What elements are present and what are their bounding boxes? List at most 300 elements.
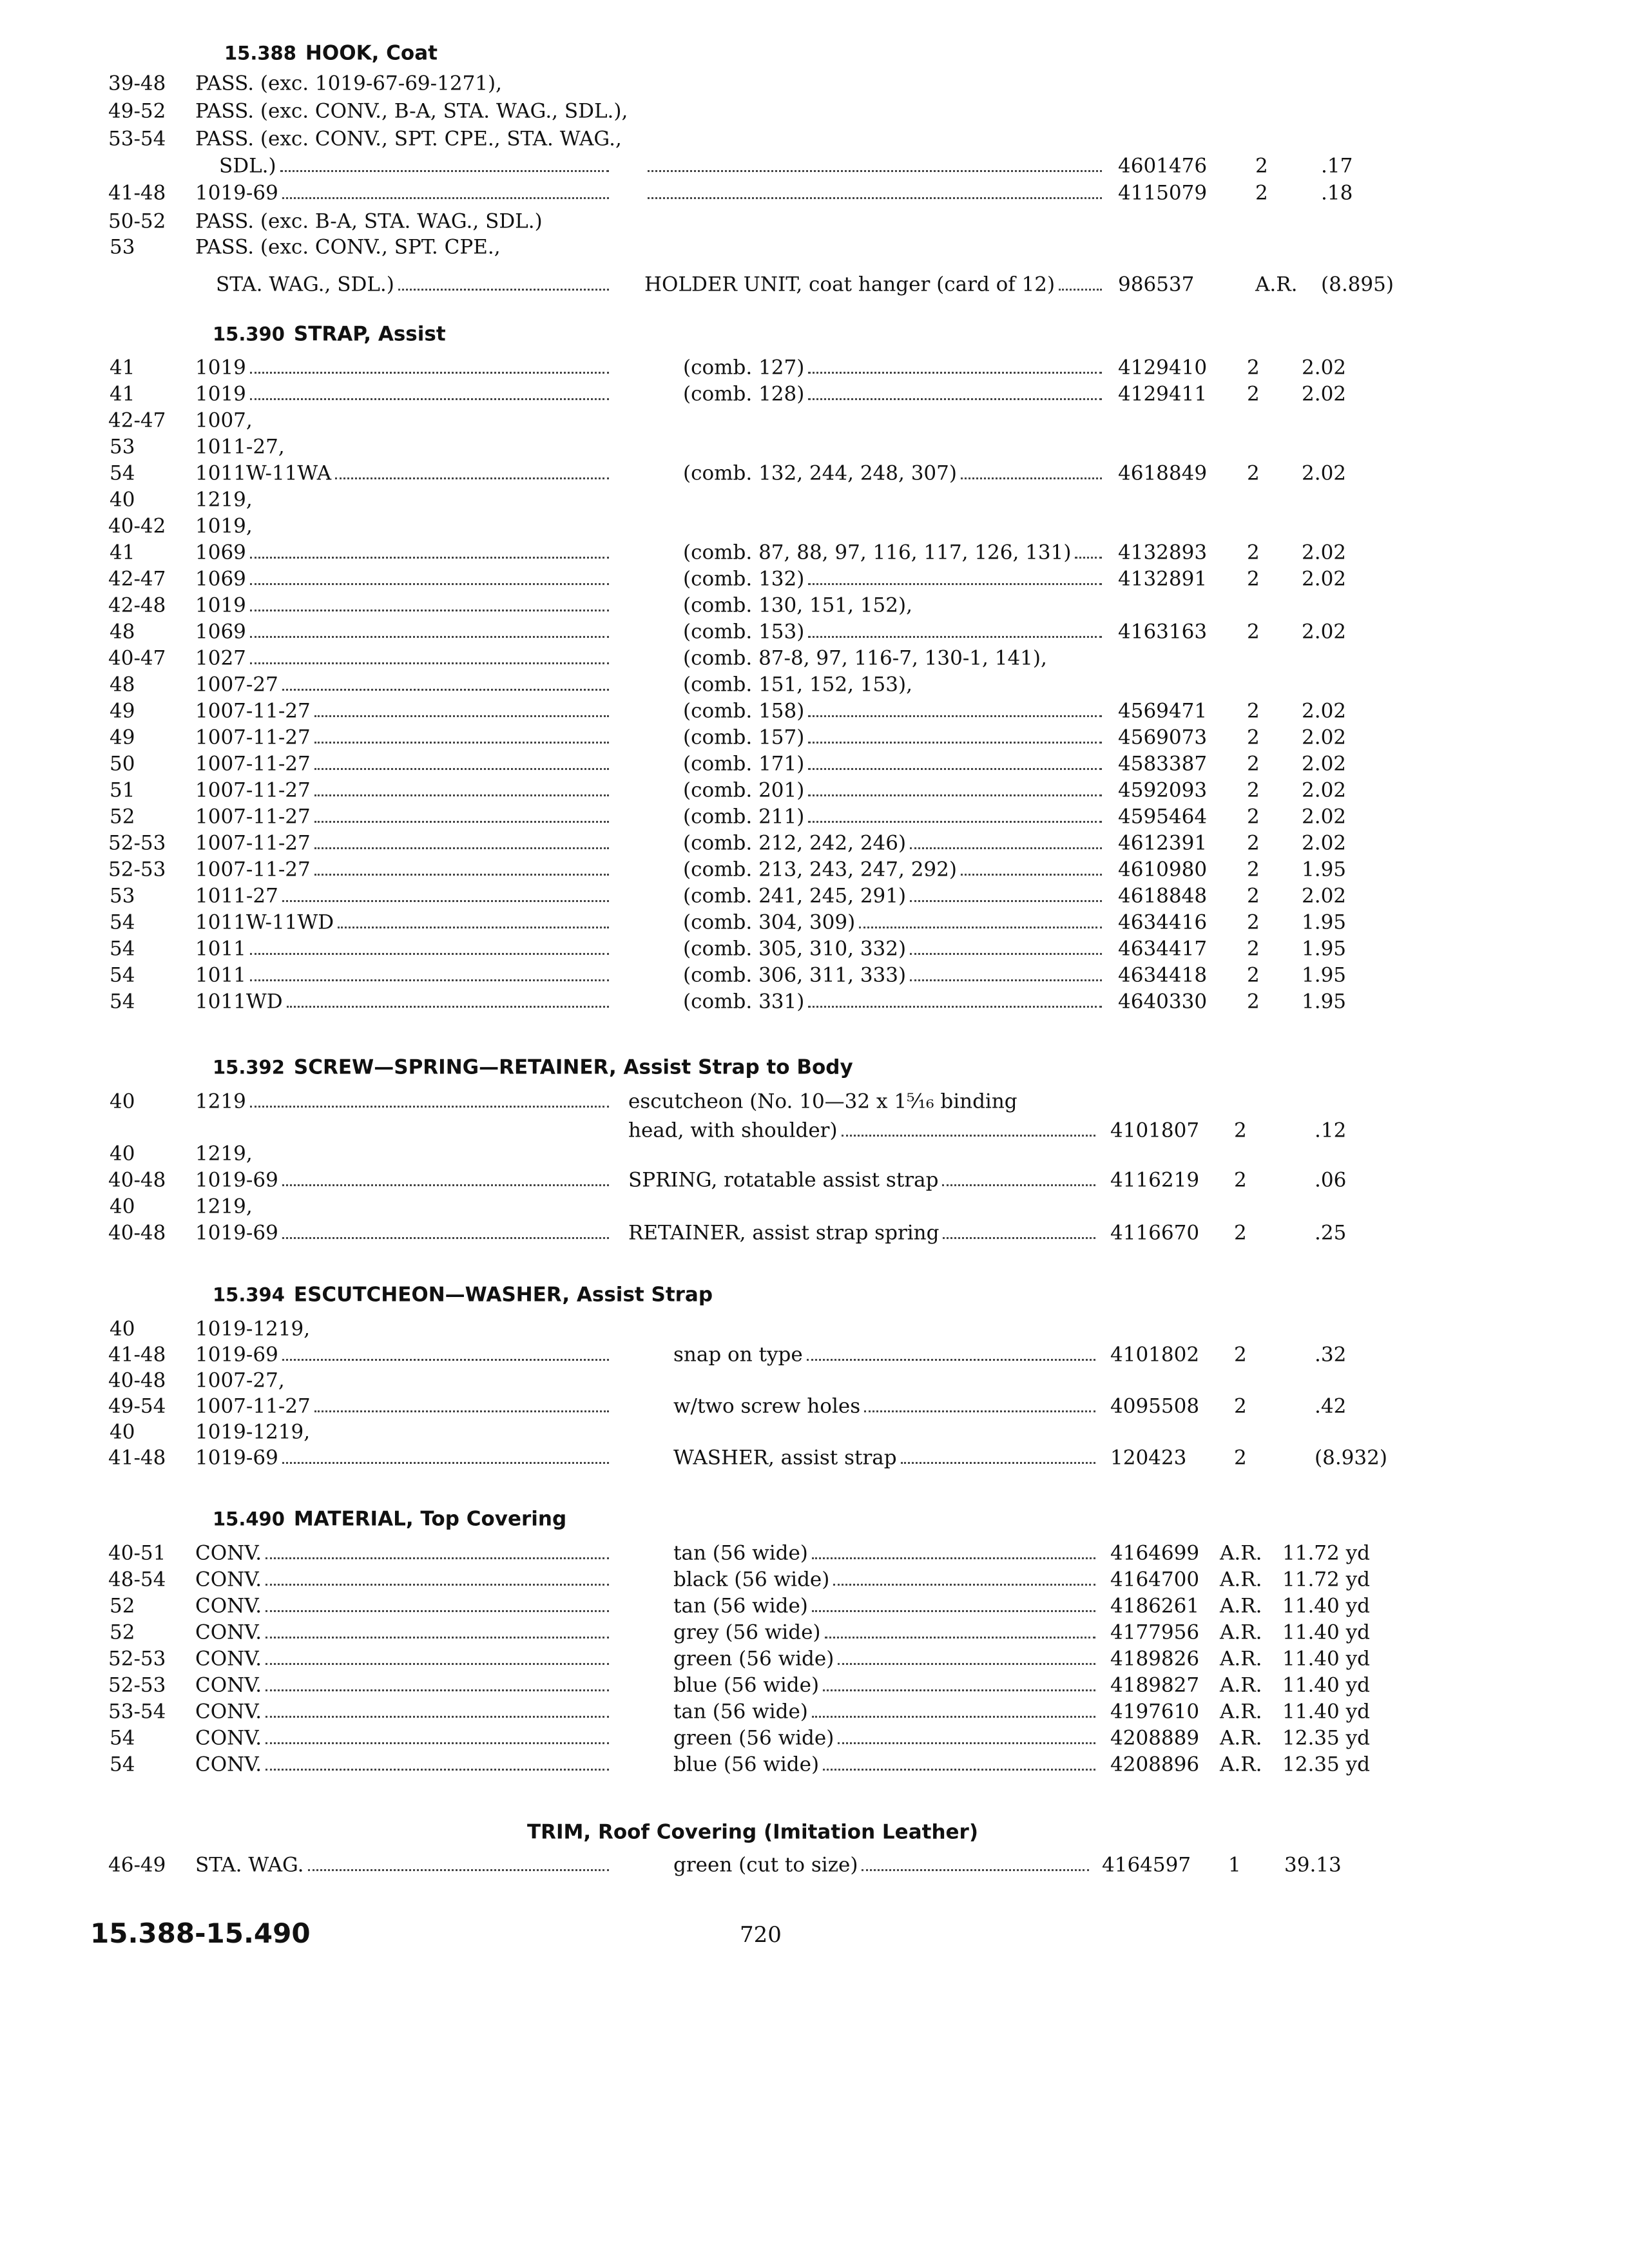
dot-leader <box>265 1637 609 1639</box>
dot-leader <box>864 1410 1095 1412</box>
part-description: (comb. 171) <box>683 752 805 776</box>
quantity: A.R. <box>1255 273 1298 296</box>
body-style: 1007-11-27 <box>195 831 311 855</box>
body-style: 1011-27, <box>195 435 285 459</box>
quantity: 2 <box>1247 461 1260 485</box>
dot-leader <box>1075 557 1102 559</box>
dot-leader <box>314 1410 609 1412</box>
part-number: 4208896 <box>1110 1753 1200 1776</box>
body-style: 1011WD <box>195 990 283 1014</box>
list-price: (8.895) <box>1321 273 1394 296</box>
model-year: 52 <box>110 1594 135 1618</box>
quantity: 2 <box>1247 805 1260 829</box>
body-style: 1019-69 <box>195 1168 278 1192</box>
part-number: 4132891 <box>1118 567 1208 591</box>
dot-leader <box>842 1135 1095 1137</box>
model-year: 54 <box>110 1753 135 1776</box>
dot-leader <box>282 1184 609 1186</box>
quantity: 2 <box>1247 567 1260 591</box>
quantity: 2 <box>1247 910 1260 934</box>
body-style: 1019-1219, <box>195 1420 311 1444</box>
model-year: 50 <box>110 752 135 776</box>
part-number: 4601476 <box>1118 154 1208 178</box>
part-number: 4618849 <box>1118 461 1208 485</box>
model-year: 48 <box>110 620 135 644</box>
page-number: 720 <box>740 1922 782 1948</box>
model-year: 52-53 <box>108 831 166 855</box>
model-year: 41 <box>110 541 135 564</box>
dot-leader <box>314 874 609 876</box>
dot-leader <box>282 1237 609 1239</box>
model-year: 41-48 <box>108 1446 166 1470</box>
section-header <box>527 1820 978 1844</box>
quantity: 2 <box>1234 1168 1247 1192</box>
model-year: 40-48 <box>108 1168 166 1192</box>
part-number: 4189827 <box>1110 1673 1200 1697</box>
part-number: 4189826 <box>1110 1647 1200 1671</box>
list-price: 11.40 yd <box>1282 1594 1370 1618</box>
model-year: 53-54 <box>108 127 166 151</box>
quantity: 2 <box>1234 1343 1247 1367</box>
model-year: 52-53 <box>108 1673 166 1697</box>
part-number: 4569073 <box>1118 726 1208 749</box>
part-description: (comb. 127) <box>683 356 805 380</box>
dot-leader <box>265 1769 609 1771</box>
body-style: 1069 <box>195 620 246 644</box>
quantity: 2 <box>1255 181 1268 205</box>
quantity: A.R. <box>1220 1700 1262 1724</box>
part-number: 4583387 <box>1118 752 1208 776</box>
part-description: (comb. 158) <box>683 699 805 723</box>
dot-leader <box>265 1610 609 1612</box>
list-price: 11.40 yd <box>1282 1647 1370 1671</box>
model-year: 39-48 <box>108 72 166 95</box>
part-description: green (cut to size) <box>673 1853 858 1877</box>
dot-leader <box>265 1689 609 1691</box>
quantity: 2 <box>1247 858 1260 881</box>
model-year: 41 <box>110 356 135 380</box>
section-number: 15.392 <box>213 1056 285 1079</box>
model-year: 54 <box>110 937 135 961</box>
dot-leader <box>901 1462 1095 1464</box>
body-style: 1019-1219, <box>195 1317 311 1341</box>
body-style: 1007-11-27 <box>195 699 311 723</box>
part-description: green (56 wide) <box>673 1647 834 1671</box>
body-style: 1219 <box>195 1090 246 1113</box>
dot-leader <box>282 197 609 199</box>
quantity: 2 <box>1247 620 1260 644</box>
list-price: 1.95 <box>1302 858 1347 881</box>
part-number: 4197610 <box>1110 1700 1200 1724</box>
part-description: (comb. 331) <box>683 990 805 1014</box>
part-description: (comb. 201) <box>683 778 805 802</box>
body-style: 1219, <box>195 1142 253 1166</box>
part-description: head, with shoulder) <box>628 1119 838 1142</box>
list-price: 2.02 <box>1302 567 1347 591</box>
model-year: 53 <box>110 235 135 259</box>
body-style: 1069 <box>195 541 246 564</box>
part-description: tan (56 wide) <box>673 1541 808 1565</box>
body-style: 1019-69 <box>195 1343 278 1367</box>
quantity: A.R. <box>1220 1568 1262 1591</box>
quantity: 2 <box>1247 884 1260 908</box>
dot-leader <box>807 1359 1095 1361</box>
body-style: CONV. <box>195 1541 262 1565</box>
part-number: 4634418 <box>1118 963 1208 987</box>
part-description: (comb. 132, 244, 248, 307) <box>683 461 957 485</box>
model-year: 49-52 <box>108 99 166 123</box>
body-style: 1019-69 <box>195 1221 278 1245</box>
part-number: 4592093 <box>1118 778 1208 802</box>
dot-leader <box>335 477 609 479</box>
model-year: 48-54 <box>108 1568 166 1591</box>
body-style: 1011-27 <box>195 884 278 908</box>
dot-leader <box>812 1716 1095 1718</box>
model-year: 52 <box>110 1620 135 1644</box>
body-style: PASS. (exc. CONV., SPT. CPE., STA. WAG., <box>195 127 622 151</box>
list-price: .18 <box>1321 181 1353 205</box>
model-year: 52-53 <box>108 858 166 881</box>
section-number: 15.388 <box>224 42 296 64</box>
dot-leader <box>825 1637 1095 1639</box>
quantity: 1 <box>1228 1853 1241 1877</box>
list-price: 2.02 <box>1302 356 1347 380</box>
list-price: .42 <box>1315 1394 1347 1418</box>
section-header <box>213 1285 713 1305</box>
part-description: (comb. 87-8, 97, 116-7, 130-1, 141), <box>683 646 1047 670</box>
list-price: 11.72 yd <box>1282 1568 1370 1591</box>
dot-leader <box>961 477 1102 479</box>
list-price: 2.02 <box>1302 884 1347 908</box>
part-number: 4129410 <box>1118 356 1208 380</box>
quantity: 2 <box>1247 752 1260 776</box>
dot-leader <box>250 953 609 955</box>
quantity: 2 <box>1247 778 1260 802</box>
dot-leader <box>910 953 1102 955</box>
list-price: 11.40 yd <box>1282 1620 1370 1644</box>
body-style: CONV. <box>195 1673 262 1697</box>
list-price: 1.95 <box>1302 937 1347 961</box>
body-style: CONV. <box>195 1568 262 1591</box>
dot-leader <box>250 636 609 638</box>
part-description: blue (56 wide) <box>673 1753 820 1776</box>
dot-leader <box>398 289 609 291</box>
part-description: snap on type <box>673 1343 803 1367</box>
model-year: 40 <box>110 1142 135 1166</box>
dot-leader <box>250 398 609 400</box>
body-style: STA. WAG. <box>195 1853 304 1877</box>
list-price: (8.932) <box>1315 1446 1387 1470</box>
part-number: 4640330 <box>1118 990 1208 1014</box>
part-description: (comb. 128) <box>683 382 805 406</box>
dot-leader <box>250 662 609 664</box>
body-style: 1007-11-27 <box>195 752 311 776</box>
body-style: CONV. <box>195 1620 262 1644</box>
section-header <box>213 1507 567 1531</box>
dot-leader <box>648 197 1102 199</box>
model-year: 54 <box>110 461 135 485</box>
body-style: 1007-27 <box>195 673 278 697</box>
quantity: 2 <box>1234 1394 1247 1418</box>
body-style: PASS. (exc. B-A, STA. WAG., SDL.) <box>195 209 543 233</box>
section-number: 15.394 <box>213 1283 285 1306</box>
dot-leader <box>250 1106 609 1108</box>
list-price: .25 <box>1315 1221 1347 1245</box>
dot-leader <box>808 1006 1102 1008</box>
quantity: A.R. <box>1220 1620 1262 1644</box>
model-year: 40 <box>110 488 135 512</box>
part-number: 4634416 <box>1118 910 1208 934</box>
part-description: green (56 wide) <box>673 1726 834 1750</box>
part-number: 4164699 <box>1110 1541 1200 1565</box>
dot-leader <box>282 900 609 902</box>
part-description: escutcheon (No. 10—32 x 1⁵⁄₁₆ binding <box>628 1090 1017 1113</box>
part-number: 4610980 <box>1118 858 1208 881</box>
quantity: 2 <box>1247 382 1260 406</box>
part-description: WASHER, assist strap <box>673 1446 897 1470</box>
list-price: 2.02 <box>1302 699 1347 723</box>
dot-leader <box>808 583 1102 585</box>
model-year: 42-47 <box>108 408 166 432</box>
part-number: 4132893 <box>1118 541 1208 564</box>
dot-leader <box>808 372 1102 374</box>
model-year: 40 <box>110 1090 135 1113</box>
quantity: 2 <box>1247 963 1260 987</box>
quantity: 2 <box>1247 541 1260 564</box>
part-description: (comb. 212, 242, 246) <box>683 831 907 855</box>
dot-leader <box>833 1584 1095 1586</box>
section-title: MATERIAL, Top Covering <box>293 1507 567 1531</box>
dot-leader <box>287 1006 609 1008</box>
list-price: 39.13 <box>1284 1853 1342 1877</box>
model-year: 53-54 <box>108 1700 166 1724</box>
body-style: CONV. <box>195 1726 262 1750</box>
part-description: blue (56 wide) <box>673 1673 820 1697</box>
list-price: .32 <box>1315 1343 1347 1367</box>
model-year: 41 <box>110 382 135 406</box>
list-price: 2.02 <box>1302 778 1347 802</box>
quantity: A.R. <box>1220 1753 1262 1776</box>
body-style: CONV. <box>195 1647 262 1671</box>
part-number: 4164700 <box>1110 1568 1200 1591</box>
list-price: 1.95 <box>1302 910 1347 934</box>
dot-leader <box>265 1584 609 1586</box>
body-style: CONV. <box>195 1753 262 1776</box>
section-title: TRIM, Roof Covering (Imitation Leather) <box>527 1820 978 1844</box>
body-style: 1007-11-27 <box>195 778 311 802</box>
dot-leader <box>808 636 1102 638</box>
quantity: A.R. <box>1220 1541 1262 1565</box>
model-year: 54 <box>110 990 135 1014</box>
section-title: STRAP, Assist <box>293 322 446 346</box>
quantity: A.R. <box>1220 1647 1262 1671</box>
model-year: 40 <box>110 1317 135 1341</box>
part-number: 4115079 <box>1118 181 1208 205</box>
list-price: 1.95 <box>1302 990 1347 1014</box>
part-description: RETAINER, assist strap spring <box>628 1221 940 1245</box>
quantity: A.R. <box>1220 1594 1262 1618</box>
body-style: 1027 <box>195 646 246 670</box>
quantity: 2 <box>1247 356 1260 380</box>
model-year: 49 <box>110 699 135 723</box>
model-year: 42-48 <box>108 593 166 617</box>
body-style: 1019-69 <box>195 1446 278 1470</box>
dot-leader <box>265 1742 609 1744</box>
part-description: HOLDER UNIT, coat hanger (card of 12) <box>644 273 1055 296</box>
part-number: 4129411 <box>1118 382 1208 406</box>
part-number: 4163163 <box>1118 620 1208 644</box>
body-style: 1007, <box>195 408 253 432</box>
quantity: 2 <box>1234 1221 1247 1245</box>
body-style: 1007-11-27 <box>195 858 311 881</box>
quantity: 2 <box>1247 831 1260 855</box>
dot-leader <box>808 794 1102 796</box>
body-style: STA. WAG., SDL.) <box>216 273 394 296</box>
list-price: 2.02 <box>1302 726 1347 749</box>
body-style: 1007-11-27 <box>195 805 311 829</box>
part-number: 4164597 <box>1102 1853 1191 1877</box>
model-year: 53 <box>110 884 135 908</box>
dot-leader <box>943 1237 1095 1239</box>
dot-leader <box>280 170 609 172</box>
dot-leader <box>338 927 609 928</box>
dot-leader <box>250 557 609 559</box>
body-style: 1069 <box>195 567 246 591</box>
model-year: 40 <box>110 1195 135 1218</box>
list-price: 11.40 yd <box>1282 1673 1370 1697</box>
body-style: 1011W-11WD <box>195 910 334 934</box>
list-price: 2.02 <box>1302 620 1347 644</box>
part-description: (comb. 151, 152, 153), <box>683 673 912 697</box>
dot-leader <box>859 927 1102 928</box>
quantity: 2 <box>1255 154 1268 178</box>
part-description: black (56 wide) <box>673 1568 830 1591</box>
quantity: 2 <box>1247 699 1260 723</box>
section-header <box>224 41 438 65</box>
dot-leader <box>250 372 609 374</box>
part-number: 4095508 <box>1110 1394 1200 1418</box>
body-style: 1219, <box>195 1195 253 1218</box>
model-year: 40-48 <box>108 1369 166 1392</box>
part-description: (comb. 211) <box>683 805 805 829</box>
body-style: 1007-11-27 <box>195 726 311 749</box>
dot-leader <box>314 847 609 849</box>
dot-leader <box>961 874 1102 876</box>
dot-leader <box>808 715 1102 717</box>
list-price: .12 <box>1315 1119 1347 1142</box>
footer-section-range: 15.388-15.490 <box>90 1917 311 1949</box>
body-style: 1019 <box>195 356 246 380</box>
dot-leader <box>812 1557 1095 1559</box>
dot-leader <box>942 1184 1095 1186</box>
model-year: 42-47 <box>108 567 166 591</box>
model-year: 53 <box>110 435 135 459</box>
dot-leader <box>812 1610 1095 1612</box>
dot-leader <box>250 583 609 585</box>
list-price: 11.72 yd <box>1282 1541 1370 1565</box>
dot-leader <box>1059 289 1102 291</box>
list-price: 2.02 <box>1302 541 1347 564</box>
section-header <box>213 1055 853 1079</box>
part-number: 4618848 <box>1118 884 1208 908</box>
model-year: 49 <box>110 726 135 749</box>
body-style: CONV. <box>195 1700 262 1724</box>
dot-leader <box>862 1869 1089 1871</box>
body-style: 1019-69 <box>195 181 278 205</box>
model-year: 41-48 <box>108 1343 166 1367</box>
part-description: tan (56 wide) <box>673 1594 808 1618</box>
part-number: 4116219 <box>1110 1168 1200 1192</box>
part-description: (comb. 241, 245, 291) <box>683 884 907 908</box>
part-description: SPRING, rotatable assist strap <box>628 1168 939 1192</box>
dot-leader <box>823 1769 1095 1771</box>
list-price: .17 <box>1321 154 1353 178</box>
model-year: 52-53 <box>108 1647 166 1671</box>
model-year: 50-52 <box>108 209 166 233</box>
part-description: (comb. 305, 310, 332) <box>683 937 907 961</box>
quantity: 2 <box>1247 726 1260 749</box>
part-description: (comb. 304, 309) <box>683 910 856 934</box>
dot-leader <box>910 847 1102 849</box>
dot-leader <box>308 1869 609 1871</box>
dot-leader <box>250 979 609 981</box>
dot-leader <box>282 689 609 691</box>
body-style: CONV. <box>195 1594 262 1618</box>
model-year: 48 <box>110 673 135 697</box>
part-description: grey (56 wide) <box>673 1620 821 1644</box>
part-number: 4101807 <box>1110 1119 1200 1142</box>
body-style: 1007-11-27 <box>195 1394 311 1418</box>
model-year: 51 <box>110 778 135 802</box>
list-price: 2.02 <box>1302 805 1347 829</box>
dot-leader <box>838 1742 1095 1744</box>
part-number: 4101802 <box>1110 1343 1200 1367</box>
part-number: 4208889 <box>1110 1726 1200 1750</box>
section-title: HOOK, Coat <box>305 41 438 65</box>
part-number: 4595464 <box>1118 805 1208 829</box>
list-price: 2.02 <box>1302 382 1347 406</box>
part-number: 4177956 <box>1110 1620 1200 1644</box>
dot-leader <box>250 610 609 611</box>
part-number: 120423 <box>1110 1446 1187 1470</box>
list-price: 1.95 <box>1302 963 1347 987</box>
part-number: 4634417 <box>1118 937 1208 961</box>
part-description: (comb. 306, 311, 333) <box>683 963 907 987</box>
quantity: 2 <box>1247 937 1260 961</box>
body-style: 1019 <box>195 382 246 406</box>
list-price: 12.35 yd <box>1282 1753 1370 1776</box>
part-description: (comb. 213, 243, 247, 292) <box>683 858 957 881</box>
model-year: 41-48 <box>108 181 166 205</box>
dot-leader <box>314 742 609 744</box>
dot-leader <box>314 794 609 796</box>
dot-leader <box>282 1359 609 1361</box>
dot-leader <box>282 1462 609 1464</box>
body-style: SDL.) <box>219 154 276 178</box>
dot-leader <box>808 398 1102 400</box>
dot-leader <box>838 1663 1095 1665</box>
dot-leader <box>648 170 1102 172</box>
body-style: 1019, <box>195 514 253 538</box>
body-style: 1011W-11WA <box>195 461 332 485</box>
model-year: 52 <box>110 805 135 829</box>
section-number: 15.490 <box>213 1508 285 1530</box>
part-description: (comb. 130, 151, 152), <box>683 593 912 617</box>
quantity: 2 <box>1234 1446 1247 1470</box>
body-style: 1219, <box>195 488 253 512</box>
list-price: 12.35 yd <box>1282 1726 1370 1750</box>
dot-leader <box>265 1663 609 1665</box>
